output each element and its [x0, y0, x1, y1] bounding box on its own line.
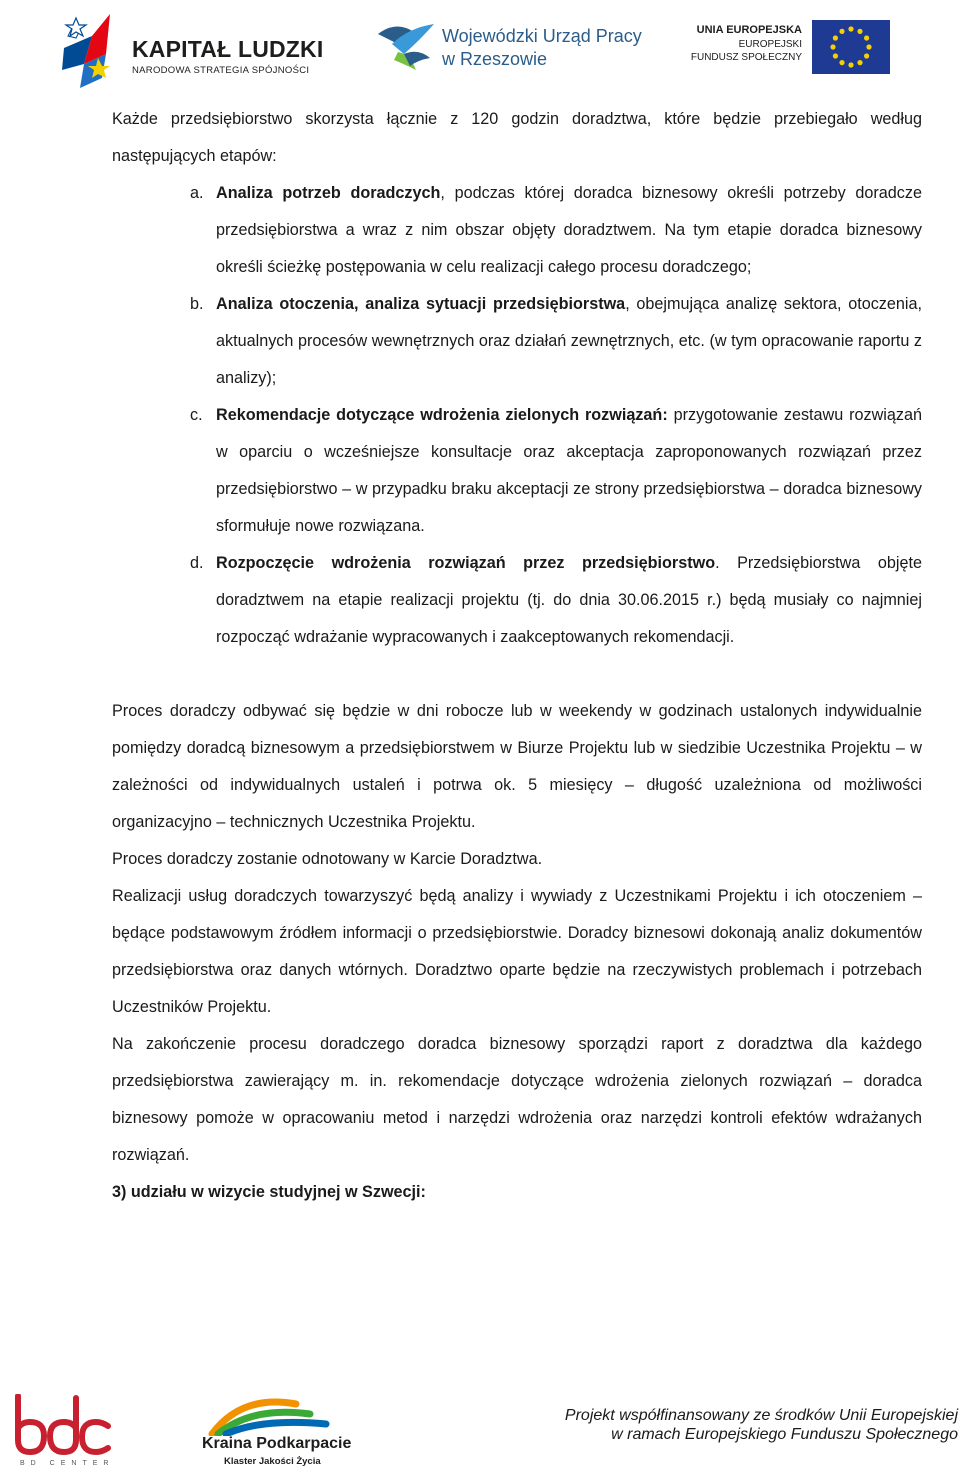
- bdc-center-logo: [12, 1394, 115, 1472]
- stage-text: , obejmująca analizę sektora, otoczenia, aktualnych procesów wewnętrznych oraz działań zewnętrznych, etc. (w tym opracowanie raportu z analizy);: [216, 295, 922, 387]
- bdc-caption: BD CENTER: [20, 1460, 115, 1467]
- kraina-podkarpacie-logo: [198, 1394, 352, 1470]
- list-item: [112, 545, 922, 656]
- kraina-subtitle: Klaster Jakości Życia: [224, 1456, 321, 1467]
- bdc-logo-icon: [12, 1394, 112, 1456]
- kapital-ludzki-subtitle: NARODOWA STRATEGIA SPÓJNOŚCI: [132, 65, 310, 76]
- section-heading: [112, 1174, 922, 1211]
- wup-bird-icon: [374, 14, 438, 74]
- body-paragraph: Na zakończenie procesu doradczego doradca biznesowy sporządzi raport z doradztwa dla każdego przedsiębiorstwa zawierający m. in. rekomendacje dotyczące wdrożenia zielonych rozwiązań – doradca biznesowy pomoże w opracowaniu metod i narzędzi wdrożenia oraz narzędzi kontroli efektów wdrażanych rozwiązań.: [112, 1035, 922, 1164]
- stage-title: Analiza otoczenia, analiza sytuacji przedsiębiorstwa: [216, 295, 626, 313]
- wup-rzeszow-logo: [374, 14, 644, 78]
- cofinancing-note-line1: Projekt współfinansowany ze środków Unii Europejskiej: [564, 1407, 958, 1424]
- wup-name-line2: w Rzeszowie: [442, 49, 548, 69]
- body-paragraph: Realizacji usług doradczych towarzyszyć będą analizy i wywiady z Uczestnikami Projektu i ich otoczeniem – będące podstawowym źródłem informacji o przedsiębiorstwie. Doradcy biznesowi dokonają analiz dokumentów przedsiębiorstwa oraz danych wtórnych. Doradztwo oparte będzie na rzeczywistych problemach i potrzebach Uczestników Projektu.: [112, 887, 922, 1016]
- kapital-ludzki-emblem-icon: [62, 8, 128, 92]
- stage-title: Rozpoczęcie wdrożenia rozwiązań przez przedsiębiorstwo: [216, 554, 716, 572]
- document-body: [112, 101, 922, 1211]
- kapital-ludzki-title: KAPITAŁ LUDZKI: [132, 36, 324, 62]
- list-item: [112, 175, 922, 286]
- eu-flag-icon: [812, 20, 890, 74]
- section-heading-text: 3) udziału w wizycie studyjnej w Szwecji:: [112, 1183, 426, 1201]
- eu-label-line2: EUROPEJSKI: [738, 39, 802, 50]
- eu-efs-logo: [690, 16, 894, 78]
- body-paragraph: Proces doradczy odbywać się będzie w dni robocze lub w weekendy w godzinach ustalonych indywidualnie pomiędzy doradcą biznesowym a przedsiębiorstwem w Biurze Projektu lub w siedzibie Uczestnika Projektu – w zależności od indywidualnych ustaleń i potrwa ok. 5 miesięcy – długość uzależniona od możliwości organizacyjno – technicznych Uczestnika Projektu.: [112, 702, 922, 831]
- list-item: [112, 397, 922, 545]
- list-marker: a.: [190, 184, 204, 202]
- body-paragraph: Proces doradczy zostanie odnotowany w Karcie Doradztwa.: [112, 850, 543, 868]
- advisory-stages-list: [112, 175, 922, 656]
- intro-paragraph: Każde przedsiębiorstwo skorzysta łącznie z 120 godzin doradztwa, które będzie przebiegało według następujących etapów:: [112, 110, 922, 165]
- eu-label-line3: FUNDUSZ SPOŁECZNY: [690, 52, 802, 63]
- kraina-title: Kraina Podkarpacie: [202, 1435, 352, 1452]
- list-marker: d.: [190, 554, 204, 572]
- stage-title: Rekomendacje dotyczące wdrożenia zielonych rozwiązań:: [216, 406, 668, 424]
- page-footer: [0, 1380, 960, 1472]
- list-marker: b.: [190, 295, 204, 313]
- stage-text: , podczas której doradca biznesowy określi potrzeby doradcze przedsiębiorstwa a wraz z nim obszar objęty doradztwem. Na tym etapie doradca biznesowy określi ścieżkę postępowania w celu realizacji całego procesu doradczego;: [216, 184, 922, 276]
- stage-text: . Przedsiębiorstwa objęte doradztwem na etapie realizacji projektu (tj. do dnia 30.06.2015 r.) będą musiały co najmniej rozpocząć wdrażanie wypracowanych i zaakceptowanych rekomendacji.: [216, 554, 922, 646]
- list-item: [112, 286, 922, 397]
- stage-title: Analiza potrzeb doradczych: [216, 184, 441, 202]
- kraina-arcs-icon: [198, 1394, 348, 1436]
- cofinancing-note-line2: w ramach Europejskiego Funduszu Społecznego: [611, 1426, 958, 1443]
- eu-label-line1: UNIA EUROPEJSKA: [696, 24, 802, 36]
- spacer: [112, 656, 922, 693]
- kapital-ludzki-logo: [62, 8, 322, 92]
- cofinancing-note: [538, 1406, 958, 1444]
- page-header: [0, 0, 960, 100]
- wup-name-line1: Wojewódzki Urząd Pracy: [442, 26, 642, 46]
- list-marker: c.: [190, 406, 203, 424]
- stage-text: przygotowanie zestawu rozwiązań w oparciu o wcześniejsze konsultacje oraz akceptacja zaproponowanych rozwiązań przez przedsiębiorstwo – w przypadku braku akceptacji ze strony przedsiębiorstwa – doradca biznesowy sformułuje nowe rozwiązana.: [216, 406, 922, 535]
